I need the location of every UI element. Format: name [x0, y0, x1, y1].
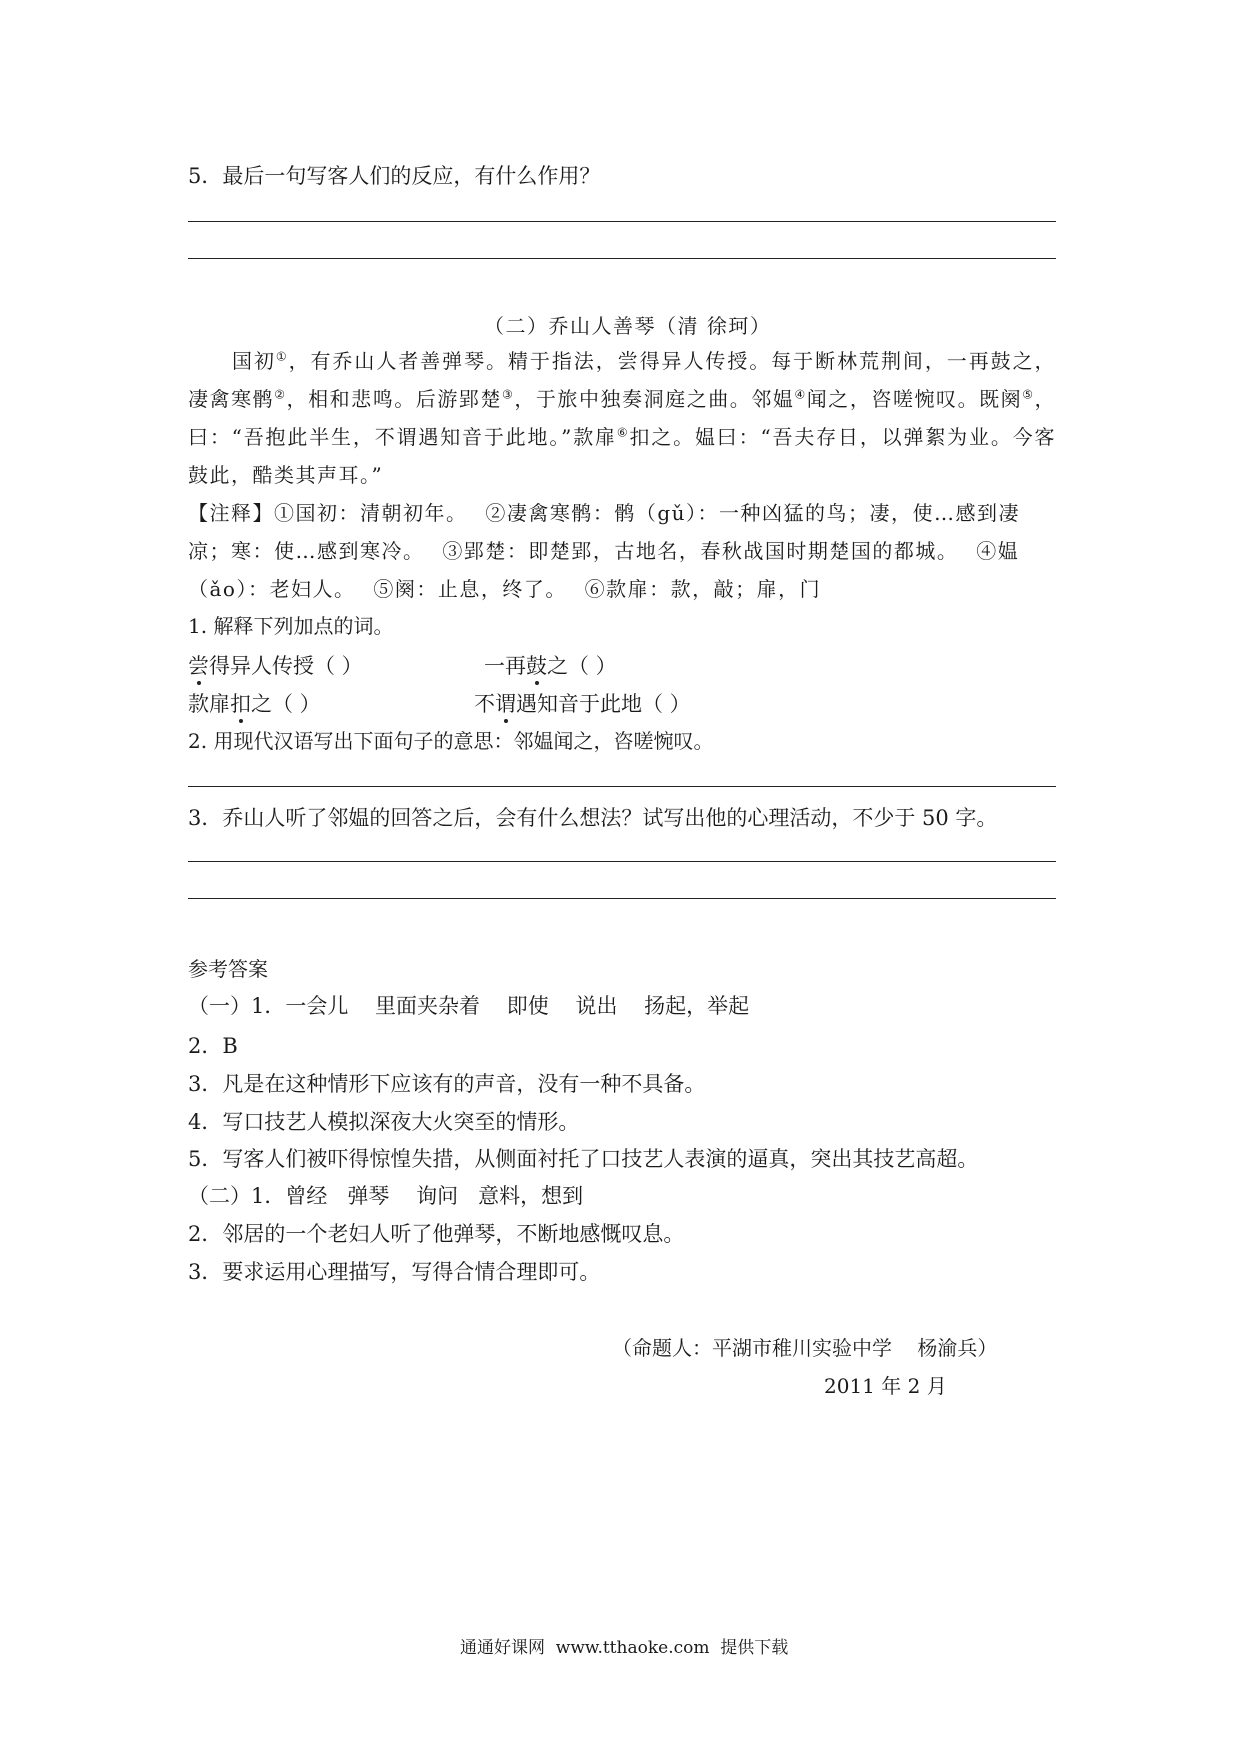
answer-line-text: 3．凡是在这种情形下应该有的声音，没有一种不具备。: [188, 1072, 706, 1096]
q1-item-a: 尝得异人传授（ ）: [188, 650, 363, 680]
answer-line: [188, 786, 1056, 787]
note-marker: ④: [794, 387, 807, 402]
dotted-character: 谓: [495, 688, 516, 718]
dotted-character: 尝: [188, 650, 209, 680]
passage-text: ，曰：“吾抱此半生，不谓遇知音于此地。”款扉: [188, 387, 1057, 449]
answer-line-text: 2．邻居的一个老妇人听了他弹琴，不断地感慨叹息。: [188, 1222, 685, 1246]
dotted-character: 扣: [230, 688, 251, 718]
passage-text: ，有乔山人者善弹琴。精于指法，尝得异人传授。每于断林荒荆间，一再鼓之，凄禽寒鹘: [188, 349, 1057, 411]
q1-item-c: 款扉扣之（ ）: [188, 688, 321, 718]
answer-line: [188, 258, 1056, 259]
answer-line-text: （二）1．曾经 弹琴 询问 意料，想到: [188, 1184, 584, 1208]
answers-heading: 参考答案: [188, 957, 268, 981]
note-marker: ①: [275, 349, 289, 364]
date: 2011 年 2 月: [824, 1374, 947, 1398]
classical-passage: [188, 342, 1056, 494]
answer-line: [188, 861, 1056, 862]
answer-line-text: 3．要求运用心理描写，写得合情合理即可。: [188, 1260, 601, 1284]
annotations: 【注释】①国初：清朝初年。 ②凄禽寒鹘：鹘（gǔ）：一种凶猛的鸟；凄，使…感到凄凉；寒：使…感到寒冷。 ③郢楚：即楚郢，古地名，春秋战国时期楚国的都城。 ④媪（ǎo）：老妇人。 ⑤阕：止息，终了。 ⑥款扉：款，敲；扉，门: [188, 501, 1021, 601]
author-credit: （命题人：平湖市稚川实验中学 杨渝兵）: [612, 1336, 998, 1360]
passage-text: 闻之，咨嗟惋叹。既阕: [806, 387, 1023, 411]
answer-line-text: 5．写客人们被吓得惊惶失措，从侧面衬托了口技艺人表演的逼真，突出其技艺高超。: [188, 1147, 979, 1171]
note-marker: ⑥: [616, 425, 630, 440]
answer-line-text: 2．B: [188, 1034, 238, 1058]
q1-prompt: 1. 解释下列加点的词。: [188, 614, 394, 638]
section-title: （二）乔山人善琴（清 徐珂）: [484, 314, 772, 338]
passage-text: ，相和悲鸣。后游郢楚: [286, 387, 502, 411]
note-marker: ③: [502, 387, 515, 402]
answer-line-text: （一）1．一会儿 里面夹杂着 即使 说出 扬起，举起: [188, 994, 750, 1018]
dotted-character: 鼓: [526, 650, 547, 680]
passage-text: ，于旅中独奏洞庭之曲。邻媪: [514, 387, 795, 411]
question-5: 5．最后一句写客人们的反应，有什么作用？: [188, 164, 601, 188]
note-marker: ⑤: [1022, 387, 1035, 402]
q1-item-b: 一再鼓之（ ）: [484, 650, 617, 680]
answer-line: [188, 221, 1056, 222]
q1-item-d: 不谓遇知音于此地（ ）: [474, 688, 691, 718]
q2-prompt: 2. 用现代汉语写出下面句子的意思：邻媪闻之，咨嗟惋叹。: [188, 729, 714, 753]
passage-text: 国初: [232, 349, 276, 373]
answer-line-text: 4．写口技艺人模拟深夜大火突至的情形。: [188, 1110, 580, 1134]
passage-text: 扣之。媪曰：“吾夫存日，以弹絮为业。今客鼓此，酷类其声耳。”: [188, 425, 1056, 487]
note-marker: ②: [274, 387, 287, 402]
answer-line: [188, 898, 1056, 899]
q3-prompt: 3．乔山人听了邻媪的回答之后，会有什么想法？试写出他的心理活动，不少于 50 字。: [188, 806, 998, 830]
footer-watermark: 通通好课网 www.tthaoke.com 提供下载: [460, 1638, 789, 1658]
